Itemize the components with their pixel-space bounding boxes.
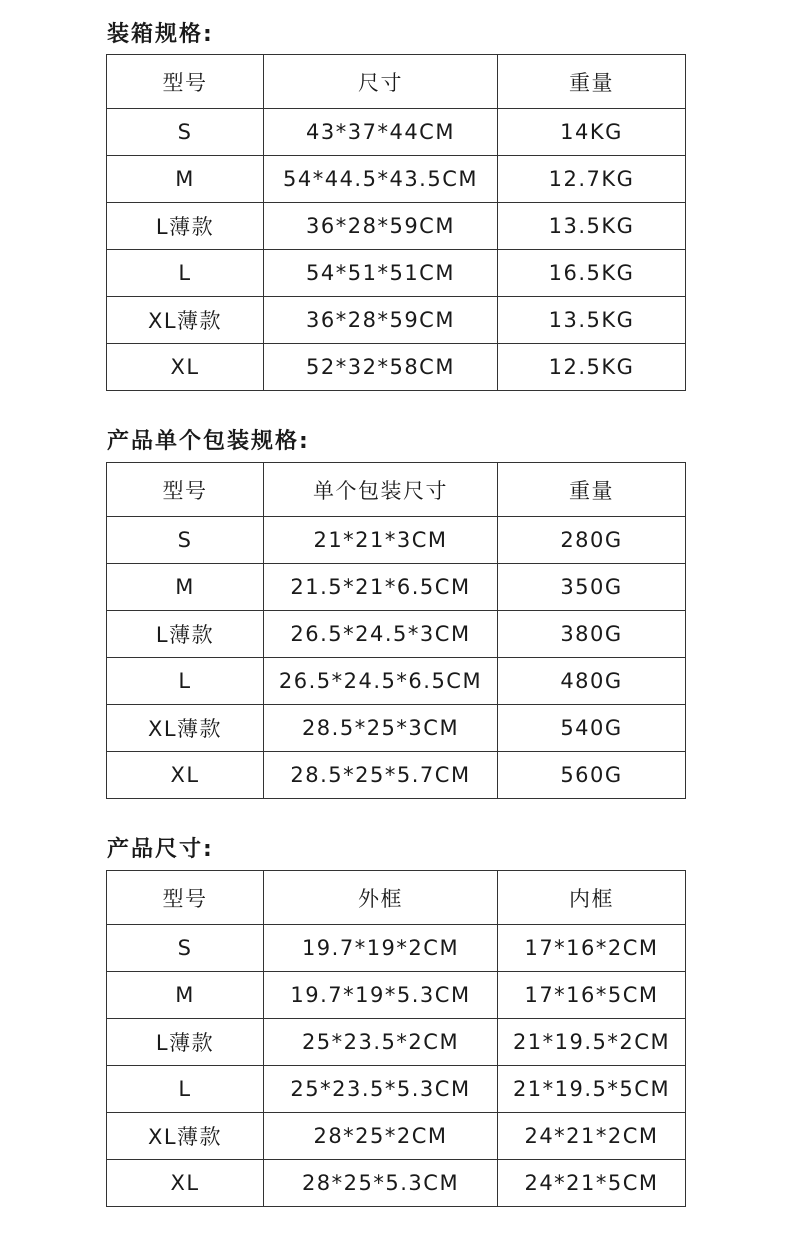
cell-model: XL薄款 (107, 1113, 264, 1160)
cell-model: S (107, 517, 264, 564)
cell-outer-frame: 19.7*19*2CM (264, 925, 498, 972)
cell-inner-frame: 21*19.5*5CM (498, 1066, 686, 1113)
cell-package-size: 21*21*3CM (264, 517, 498, 564)
cell-model: L (107, 1066, 264, 1113)
cell-model: S (107, 925, 264, 972)
cell-inner-frame: 17*16*2CM (498, 925, 686, 972)
header-inner-frame: 内框 (498, 871, 686, 925)
header-model: 型号 (107, 55, 264, 109)
cell-weight: 13.5KG (498, 297, 686, 344)
cell-size: 36*28*59CM (264, 297, 498, 344)
cell-size: 52*32*58CM (264, 344, 498, 391)
product-size-table (106, 870, 686, 1207)
cell-model: S (107, 109, 264, 156)
header-outer-frame: 外框 (264, 871, 498, 925)
cell-inner-frame: 24*21*2CM (498, 1113, 686, 1160)
header-weight: 重量 (498, 463, 686, 517)
single-package-spec-table (106, 462, 686, 799)
table-row (107, 109, 686, 156)
header-model: 型号 (107, 463, 264, 517)
table-header-row (107, 871, 686, 925)
cell-inner-frame: 24*21*5CM (498, 1160, 686, 1207)
table-header-row (107, 55, 686, 109)
cell-size: 43*37*44CM (264, 109, 498, 156)
cell-inner-frame: 17*16*5CM (498, 972, 686, 1019)
table-row (107, 344, 686, 391)
table-row (107, 1113, 686, 1160)
cell-model: L薄款 (107, 203, 264, 250)
table-row (107, 705, 686, 752)
cell-weight: 480G (498, 658, 686, 705)
single-package-spec-title: 产品单个包装规格: (107, 429, 310, 454)
table-row (107, 517, 686, 564)
cell-package-size: 28.5*25*3CM (264, 705, 498, 752)
cell-weight: 12.7KG (498, 156, 686, 203)
cell-model: XL (107, 752, 264, 799)
header-package-size: 单个包装尺寸 (264, 463, 498, 517)
cell-model: XL薄款 (107, 705, 264, 752)
table-row (107, 564, 686, 611)
cell-outer-frame: 19.7*19*5.3CM (264, 972, 498, 1019)
header-size: 尺寸 (264, 55, 498, 109)
cell-model: XL (107, 344, 264, 391)
cell-model: L (107, 250, 264, 297)
table-row (107, 752, 686, 799)
product-size-title: 产品尺寸: (107, 837, 214, 862)
cell-model: M (107, 972, 264, 1019)
cell-inner-frame: 21*19.5*2CM (498, 1019, 686, 1066)
table-row (107, 203, 686, 250)
cell-weight: 380G (498, 611, 686, 658)
cell-size: 54*44.5*43.5CM (264, 156, 498, 203)
cell-model: L薄款 (107, 1019, 264, 1066)
table-row (107, 611, 686, 658)
cell-weight: 540G (498, 705, 686, 752)
table-row (107, 1019, 686, 1066)
cell-outer-frame: 25*23.5*2CM (264, 1019, 498, 1066)
cell-package-size: 26.5*24.5*3CM (264, 611, 498, 658)
cell-weight: 16.5KG (498, 250, 686, 297)
header-model: 型号 (107, 871, 264, 925)
cell-model: L (107, 658, 264, 705)
table-row (107, 156, 686, 203)
cell-weight: 12.5KG (498, 344, 686, 391)
cell-model: XL薄款 (107, 297, 264, 344)
cell-weight: 14KG (498, 109, 686, 156)
cell-model: M (107, 564, 264, 611)
table-row (107, 250, 686, 297)
cell-package-size: 28.5*25*5.7CM (264, 752, 498, 799)
table-row (107, 1160, 686, 1207)
table-header-row (107, 463, 686, 517)
table-row (107, 658, 686, 705)
cell-weight: 280G (498, 517, 686, 564)
table-row (107, 972, 686, 1019)
cell-package-size: 21.5*21*6.5CM (264, 564, 498, 611)
table-row (107, 925, 686, 972)
packing-spec-title: 装箱规格: (107, 22, 214, 47)
cell-model: XL (107, 1160, 264, 1207)
cell-outer-frame: 28*25*2CM (264, 1113, 498, 1160)
cell-weight: 13.5KG (498, 203, 686, 250)
table-row (107, 297, 686, 344)
packing-spec-table (106, 54, 686, 391)
cell-weight: 350G (498, 564, 686, 611)
header-weight: 重量 (498, 55, 686, 109)
cell-outer-frame: 28*25*5.3CM (264, 1160, 498, 1207)
cell-model: M (107, 156, 264, 203)
cell-model: L薄款 (107, 611, 264, 658)
cell-weight: 560G (498, 752, 686, 799)
table-row (107, 1066, 686, 1113)
cell-outer-frame: 25*23.5*5.3CM (264, 1066, 498, 1113)
cell-size: 36*28*59CM (264, 203, 498, 250)
cell-size: 54*51*51CM (264, 250, 498, 297)
cell-package-size: 26.5*24.5*6.5CM (264, 658, 498, 705)
